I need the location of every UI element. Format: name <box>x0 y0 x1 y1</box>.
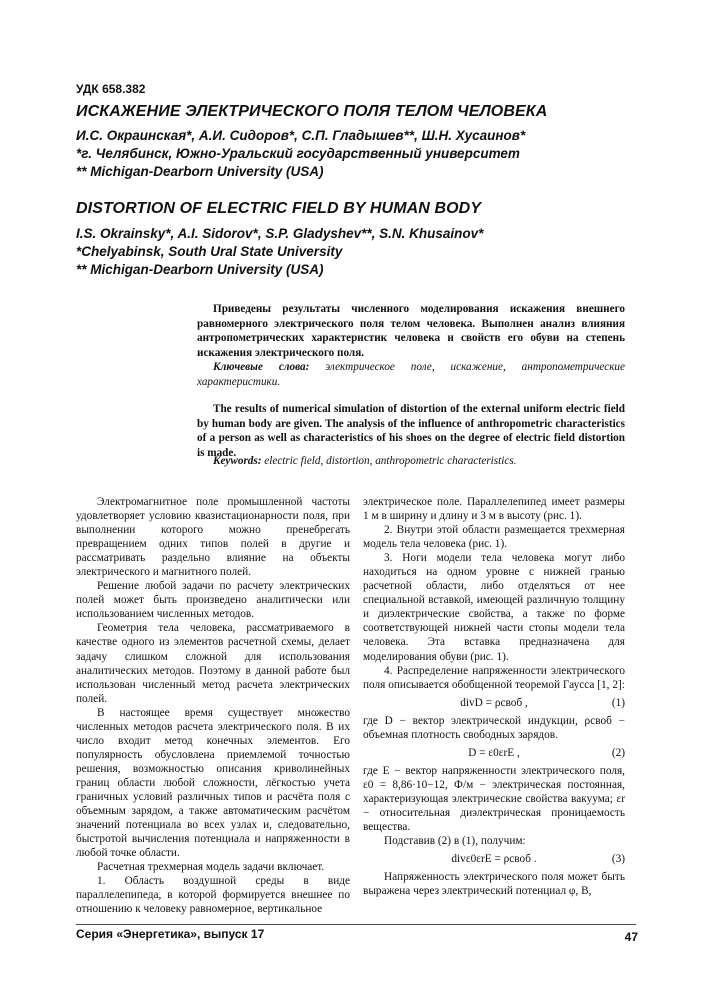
title-en: DISTORTION OF ELECTRIC FIELD BY HUMAN BODY <box>76 200 482 217</box>
right-paragraph-2: 2. Внутри этой области размещается трехмерная модель тела человека (рис. 1). <box>363 524 625 551</box>
right-paragraph-1: электрическое поле. Параллелепипед имеет размеры 1 м в ширину и длину и 3 м в высоту (рис. 1). <box>363 496 625 523</box>
equation-2-number: (2) <box>611 746 625 759</box>
title-ru: ИСКАЖЕНИЕ ЭЛЕКТРИЧЕСКОГО ПОЛЯ ТЕЛОМ ЧЕЛОВЕКА <box>76 103 548 120</box>
equation-3-body: divε0εrE = ρсвоб . <box>451 853 537 866</box>
keywords-ru-label: Ключевые слова: <box>213 361 310 373</box>
right-paragraph-6: где E − вектор напряженности электрического поля, ε0 = 8,86·10−12, Ф/м − электрическая постоянная, характеризующая электрические свойства вакуума; εr − относительная диэлектрическая проницаемость вещества. <box>363 764 625 834</box>
affiliation-ru-2: ** Michigan-Dearborn University (USA) <box>76 164 324 179</box>
right-paragraph-4: 4. Распределение напряженности электрического поля описывается обобщенной теоремой Гаусса [1, 2]: <box>363 664 625 691</box>
right-paragraph-8: Напряженность электрического поля может быть выражена через электрический потенциал φ, В, <box>363 871 625 898</box>
affiliation-en-2: ** Michigan-Dearborn University (USA) <box>76 262 324 277</box>
left-paragraph-6: 1. Область воздушной среды в виде параллелепипеда, в которой формируется внешнее по отношению к человеку равномерное, вертикальное <box>76 875 350 916</box>
left-paragraph-2: Решение любой задачи по расчету электрических полей может быть произведено аналитически или использованием численных методов. <box>76 580 350 621</box>
keywords-en <box>197 454 625 469</box>
left-paragraph-5: Расчетная трехмерная модель задачи включает. <box>97 861 325 874</box>
right-paragraph-7: Подставив (2) в (1), получим: <box>384 835 526 848</box>
equation-3 <box>363 852 625 866</box>
udk-code: УДК 658.382 <box>76 82 146 96</box>
left-column <box>76 495 350 916</box>
equation-1-body: divD = ρсвоб , <box>460 696 528 709</box>
left-paragraph-3: Геометрия тела человека, рассматриваемого в качестве одного из элементов расчетной схемы, делает задачу слишком сложной для использования аналитических методов. Поэтому в данной работе был использован численный метод расчета электрических полей. <box>76 622 350 705</box>
footer-series: Серия «Энергетика», выпуск 17 <box>76 927 265 941</box>
equation-3-number: (3) <box>611 853 625 866</box>
keywords-ru <box>197 360 625 389</box>
left-paragraph-4: В настоящее время существует множество численных методов расчета электрического поля. В их число входит метод конечных элементов. Его популярность обусловлена приемлемой точностью решения, возможностью описания криволинейных границ области любой сложности, лёгкостью учета граничных условий различных типов и расчёта поля с объемным зарядом, а также автоматическим расчётом значений потенциала во всех узлах и, следовательно, быстротой вычисления потенциала и напряженности в любой точке области. <box>76 706 350 860</box>
right-column <box>363 495 625 898</box>
equation-2-body: D = ε0εrE , <box>468 746 520 759</box>
authors-en: I.S. Okrainsky*, A.I. Sidorov*, S.P. Gladyshev**, S.N. Khusainov* <box>76 226 484 241</box>
left-paragraph-1: Электромагнитное поле промышленной частоты удовлетворяет условию квазистационарности поля, при выполнении которого можно пренебрегать превращением одних типов полей в другие и рассматривать раздельно влияние на объекты электрического и магнитного полей. <box>76 496 350 579</box>
affiliation-en-1: *Chelyabinsk, South Ural State University <box>76 244 343 259</box>
footer-divider <box>76 924 636 925</box>
right-paragraph-5: где D − вектор электрической индукции, ρсвоб − объемная плотность свободных зарядов. <box>363 714 625 741</box>
abstract-en: The results of numerical simulation of distortion of the external uniform electric field by human body are given. The analysis of the influence of anthropometric characteristics of a person as well as characteristics of his shoes on the degree of electric field distortion is made. <box>197 403 625 459</box>
authors-ru: И.С. Окраинская*, А.И. Сидоров*, С.П. Гладышев**, Ш.Н. Хусаинов* <box>76 128 526 143</box>
page-number: 47 <box>624 930 638 944</box>
equation-1 <box>363 696 625 710</box>
keywords-ru-text: электрическое поле, искажение, антропометрические характеристики. <box>197 361 625 388</box>
equation-1-number: (1) <box>611 696 625 709</box>
abstract-ru: Приведены результаты численного моделирования искажения внешнего равномерного электрического поля телом человека. Выполнен анализ влияния антропометрических характеристик человека и свойств его обуви на степень искажения электрического поля. <box>197 303 625 359</box>
equation-2 <box>363 746 625 760</box>
affiliation-ru-1: *г. Челябинск, Южно-Уральский государственный университет <box>76 146 520 161</box>
keywords-en-label: Keywords: <box>213 455 262 467</box>
right-paragraph-3: 3. Ноги модели тела человека могут либо находиться на одном уровне с нижней гранью расчетной области, либо отделяться от нее специальной вставкой, имеющей различную толщину и диэлектрические свойства, а также по форме соответствующей нижней части стопы модели тела человека. Эта вставка предназначена для моделирования обуви (рис. 1). <box>363 552 625 663</box>
keywords-en-text: electric field, distortion, anthropometric characteristics. <box>261 455 517 467</box>
